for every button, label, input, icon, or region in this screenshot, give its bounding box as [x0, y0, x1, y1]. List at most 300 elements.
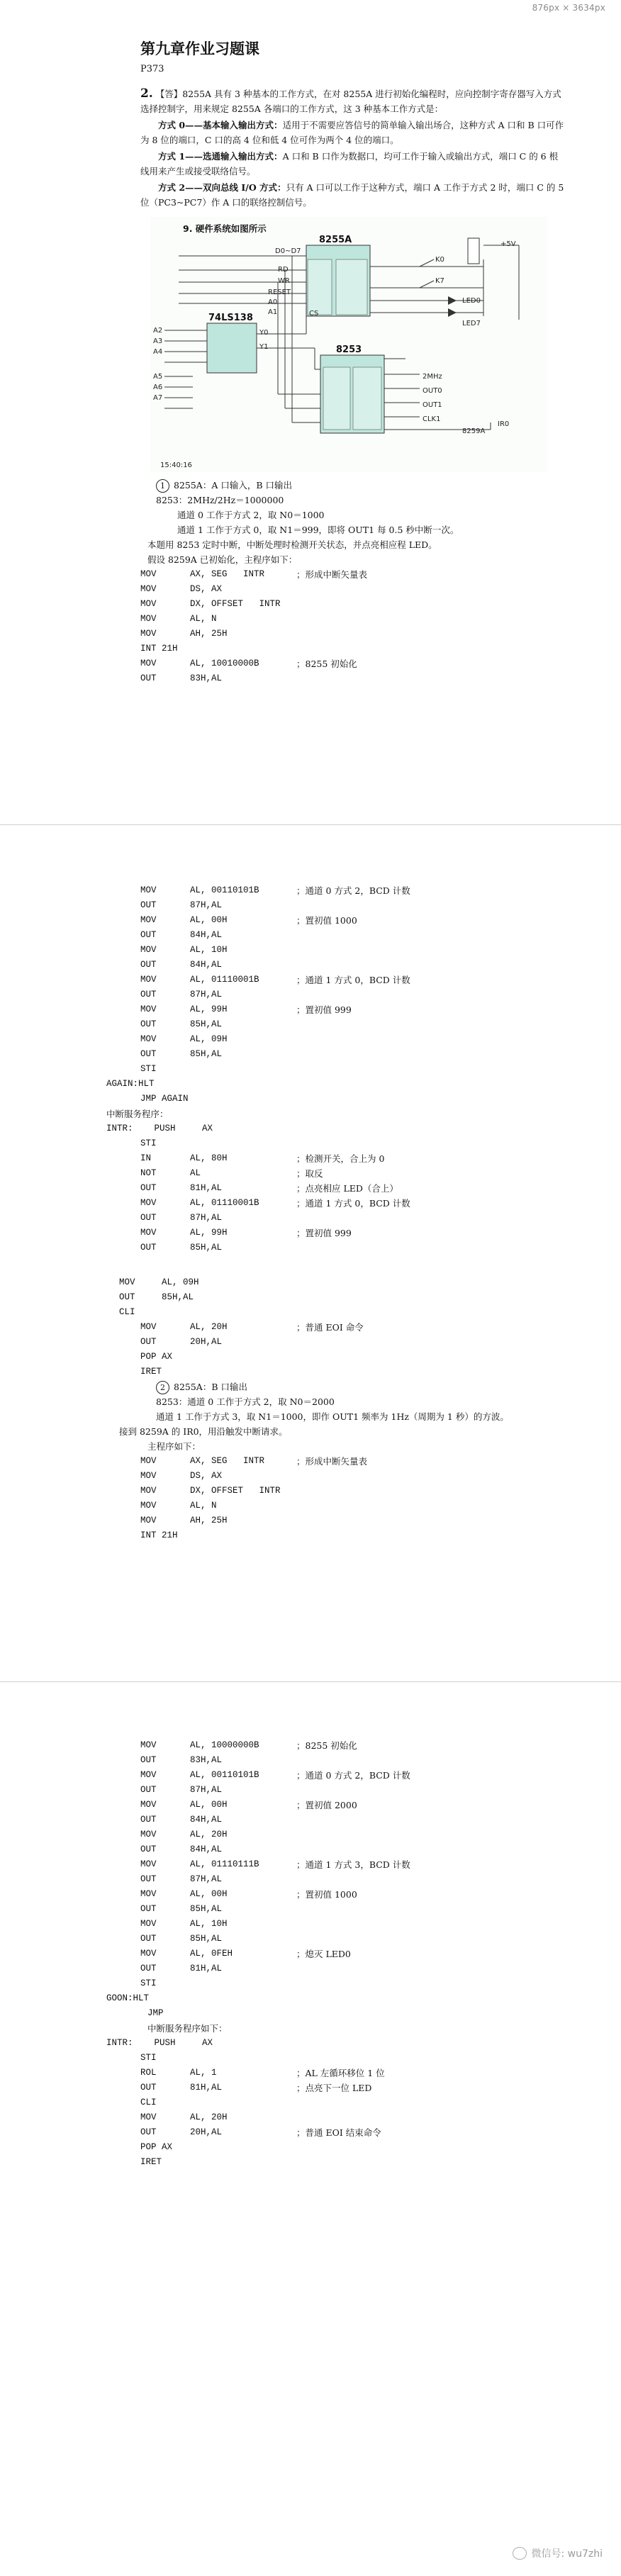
- code-operand: 84H,AL: [190, 1815, 223, 1825]
- code-opcode: MOV: [140, 599, 157, 609]
- code-operand: AL, 00110101B: [190, 1770, 259, 1780]
- code-operand: [190, 1136, 296, 1151]
- code-line: [140, 1454, 566, 1469]
- code-opcode: MOV: [140, 1770, 157, 1780]
- label-a4: A4: [153, 348, 163, 356]
- code-opcode: MOV: [140, 569, 157, 579]
- code-line: [140, 1499, 566, 1513]
- solution-1-line: 8253：2MHz/2Hz＝1000000: [156, 495, 284, 505]
- code-line: [140, 2155, 566, 2170]
- code-line: [140, 1002, 566, 1017]
- label-y1: Y1: [259, 343, 269, 351]
- code-line: [140, 1365, 566, 1379]
- solution-2: [119, 1379, 566, 1454]
- code-operand: AL, 99H: [190, 1004, 228, 1014]
- code-operand: DS, AX: [190, 1471, 223, 1481]
- code-line: [140, 2066, 566, 2081]
- page-1: [140, 41, 566, 686]
- code-line: [140, 913, 566, 928]
- code-line: [140, 2051, 566, 2066]
- code-opcode: MOV: [140, 1800, 157, 1810]
- mode-0-paragraph: [140, 118, 566, 147]
- code-operand: AL, 10000000B: [190, 1740, 259, 1750]
- code-opcode: MOV: [140, 1516, 157, 1525]
- code-opcode: OUT: [140, 2083, 157, 2093]
- code-operand: 87H,AL: [190, 990, 223, 999]
- code-line: [140, 958, 566, 973]
- wechat-icon: [513, 2547, 527, 2560]
- label-d0-d7: D0~D7: [275, 247, 301, 255]
- code-line: [140, 1226, 566, 1241]
- code-operand: AL, N: [190, 614, 217, 624]
- code-operand: [190, 1976, 296, 1991]
- answer-intro: [140, 86, 566, 116]
- code-comment: ；形成中断矢量表: [296, 1456, 368, 1467]
- watermark-text: 微信号: wu7zhi: [531, 2548, 603, 2560]
- code-operand: 81H,AL: [190, 1964, 223, 1973]
- code-comment: ；点亮下一位 LED: [296, 2083, 372, 2093]
- code-line: [140, 1196, 566, 1211]
- code-opcode: OUT: [140, 1815, 157, 1825]
- image-dimensions-label: 876px × 3634px: [532, 3, 605, 13]
- code-line: [140, 987, 566, 1002]
- intr-push: INTR: PUSH AX: [106, 1124, 213, 1133]
- code-line: [140, 1827, 566, 1842]
- code-operand: AL, 09H: [190, 1034, 228, 1044]
- code-line: [140, 1241, 566, 1255]
- code-opcode: STI: [140, 1138, 157, 1148]
- code-operand: AL, 10H: [190, 1919, 228, 1929]
- intro-text: 【答】8255A 具有 3 种基本的工作方式，在对 8255A 进行初始化编程时，应向控制字寄存器写入方式选择控制字，用来规定 8255A 各端口的工作方式，这 3 种基本工作方式是：: [140, 89, 561, 114]
- code-block-2: [140, 883, 566, 1077]
- code-line: [140, 1484, 566, 1499]
- code-comment: ；8255 初始化: [296, 659, 357, 669]
- code-opcode: MOV: [140, 1456, 157, 1466]
- code-operand: 85H,AL: [190, 1243, 223, 1253]
- code-opcode: MOV: [140, 629, 157, 639]
- led0-label: LED0: [462, 297, 481, 305]
- code-operand: [190, 1062, 296, 1077]
- label-out0: OUT0: [423, 387, 442, 395]
- code-operand: AL, 20H: [190, 1322, 228, 1332]
- solution-2-line: 通道 1 工作于方式 3，取 N1＝1000，即作 OUT1 频率为 1Hz（周期为 1 秒）的方波。: [156, 1411, 509, 1422]
- code-comment: ；置初值 2000: [296, 1800, 357, 1810]
- code-comment: ；点亮相应 LED（合上）: [296, 1183, 398, 1194]
- code-comment: ；置初值 999: [296, 1228, 352, 1238]
- code-operand: 87H,AL: [190, 1874, 223, 1884]
- code-operand: 85H,AL: [190, 1019, 223, 1029]
- code-opcode: OUT: [140, 1785, 157, 1795]
- code-operand: 81H,AL: [190, 1183, 223, 1193]
- code-comment: ；置初值 1000: [296, 915, 357, 926]
- code-line: [140, 1768, 566, 1783]
- code-block-1: [140, 567, 566, 686]
- mode-2-text: 只有 A 口可以工作于这种方式，端口 A 工作于方式 2 时，端口 C 的 5 位（PC3~PC7）作 A 口的联络控制信号。: [140, 182, 564, 208]
- code-opcode: OUT: [140, 1337, 157, 1347]
- code-line: [140, 1887, 566, 1902]
- label-k0: K0: [435, 256, 444, 264]
- solution-2-line: 主程序如下：: [147, 1441, 201, 1452]
- code-opcode: MOV: [140, 1501, 157, 1511]
- code-opcode: MOV: [140, 1004, 157, 1014]
- code-opcode: IRET: [140, 1367, 162, 1377]
- page-2: [106, 883, 566, 1543]
- code-line: [140, 1320, 566, 1335]
- code-comment: ；形成中断矢量表: [296, 569, 368, 580]
- code-operand: AL, 00110101B: [190, 885, 259, 895]
- code-operand: DX, OFFSET INTR: [190, 1486, 281, 1496]
- code-opcode: MOV: [140, 1322, 157, 1332]
- code-comment: ；普通 EOI 结束命令: [296, 2127, 381, 2138]
- code-opcode: OUT: [140, 1243, 157, 1253]
- label-ir0: IR0: [498, 420, 510, 428]
- code-operand: 84H,AL: [190, 930, 223, 940]
- code-line: [140, 2125, 566, 2140]
- code-line: [140, 1813, 566, 1827]
- code-block-4: [119, 1275, 566, 1320]
- code-opcode: ROL: [140, 2068, 157, 2078]
- solution-1-number: 1: [156, 479, 169, 493]
- label-2mhz: 2MHz: [423, 373, 442, 381]
- label-a3: A3: [153, 337, 163, 345]
- code-opcode: MOV: [140, 1949, 157, 1959]
- label-a5: A5: [153, 373, 163, 381]
- code-comment: ；AL 左循环移位 1 位: [296, 2068, 385, 2078]
- code-comment: ；通道 0 方式 2，BCD 计数: [296, 885, 410, 896]
- code-opcode: MOV: [140, 1198, 157, 1208]
- page-divider: [0, 824, 621, 825]
- label-clk1: CLK1: [423, 415, 441, 423]
- code-opcode: MOV: [140, 1740, 157, 1750]
- code-line: [140, 973, 566, 987]
- program-labels-2: [106, 1991, 566, 2051]
- code-line: [140, 642, 566, 656]
- code-operand: AL, 01110001B: [190, 1198, 259, 1208]
- label-cs: CS: [309, 310, 319, 318]
- code-line: [140, 2110, 566, 2125]
- mode-0-heading: 方式 0——基本输入输出方式：: [158, 120, 283, 130]
- code-line: CLI: [119, 1307, 135, 1317]
- code-operand: AL, 00H: [190, 1889, 228, 1899]
- code-opcode: OUT: [140, 673, 157, 683]
- code-block-8: [140, 2051, 566, 2170]
- code-opcode: OUT: [140, 1755, 157, 1765]
- code-opcode: MOV: [140, 885, 157, 895]
- page-3: [106, 1738, 566, 2170]
- code-line: [140, 1513, 566, 1528]
- label-5v: +5V: [500, 240, 516, 248]
- code-operand: AL, 0FEH: [190, 1949, 233, 1959]
- code-line: [140, 1136, 566, 1151]
- code-opcode: OUT: [140, 990, 157, 999]
- code-comment: ；通道 1 方式 0，BCD 计数: [296, 975, 410, 985]
- code-line: [140, 1738, 566, 1753]
- code-operand: AH, 25H: [190, 1516, 228, 1525]
- label-wr: WR: [278, 277, 290, 285]
- label-8259a: 8259A: [462, 427, 486, 435]
- code-line: [140, 612, 566, 627]
- code-line: [140, 2140, 566, 2155]
- code-operand: 87H,AL: [190, 1785, 223, 1795]
- code-opcode: MOV: [140, 659, 157, 668]
- solution-2-line: 8253：通道 0 工作于方式 2，取 N0＝2000: [156, 1396, 335, 1407]
- code-opcode: OUT: [140, 1183, 157, 1193]
- code-line: [140, 928, 566, 943]
- label-a7: A7: [153, 394, 163, 402]
- code-operand: [190, 2095, 296, 2110]
- code-line: [140, 2081, 566, 2095]
- code-operand: 81H,AL: [190, 2083, 223, 2093]
- label-a6: A6: [153, 383, 163, 391]
- code-line: [140, 1047, 566, 1062]
- code-operand: [190, 1350, 296, 1365]
- code-opcode: OUT: [140, 1019, 157, 1029]
- code-comment: ；置初值 999: [296, 1004, 352, 1015]
- solution-1-line: 通道 0 工作于方式 2，取 N0＝1000: [177, 510, 325, 520]
- code-line: [140, 671, 566, 686]
- code-opcode: OUT: [140, 1049, 157, 1059]
- code-opcode: POP AX: [140, 2142, 173, 2152]
- diagram-timestamp: 15:40:16: [160, 461, 192, 469]
- code-opcode: MOV: [140, 584, 157, 594]
- code-opcode: IN: [140, 1153, 152, 1163]
- code-line: [140, 1932, 566, 1947]
- mode-1-paragraph: [140, 149, 566, 179]
- label-a1: A1: [268, 308, 278, 316]
- intr-push-2: INTR: PUSH AX: [106, 2038, 213, 2048]
- watermark: [513, 2546, 603, 2560]
- isr-title-2: 中断服务程序如下：: [147, 2023, 228, 2034]
- chip-8255a-label: 8255A: [319, 235, 352, 245]
- code-line: [140, 883, 566, 898]
- code-operand: AL, 00H: [190, 915, 228, 925]
- code-line: [140, 567, 566, 582]
- code-opcode: IRET: [140, 2157, 162, 2167]
- code-opcode: OUT: [140, 1964, 157, 1973]
- label-y0: Y0: [259, 329, 269, 337]
- jmp-again: JMP AGAIN: [140, 1094, 189, 1104]
- code-line: [140, 1469, 566, 1484]
- code-opcode: MOV: [140, 1859, 157, 1869]
- code-opcode: MOV: [140, 2112, 157, 2122]
- code-opcode: MOV: [140, 1889, 157, 1899]
- code-line: [140, 1947, 566, 1961]
- code-line: [140, 1842, 566, 1857]
- code-opcode: OUT: [140, 1844, 157, 1854]
- code-line: [140, 1961, 566, 1976]
- code-line: [140, 1976, 566, 1991]
- code-line: [140, 943, 566, 958]
- code-opcode: STI: [140, 1978, 157, 1988]
- code-comment: ；检测开关，合上为 0: [296, 1153, 385, 1164]
- code-opcode: OUT: [140, 1904, 157, 1914]
- code-line: [140, 1528, 566, 1543]
- solution-2-number: 2: [156, 1381, 169, 1394]
- code-line: [140, 898, 566, 913]
- code-operand: AH, 25H: [190, 629, 228, 639]
- code-comment: ；8255 初始化: [296, 1740, 357, 1751]
- code-operand: [190, 642, 296, 656]
- code-operand: [190, 1365, 296, 1379]
- code-comment: ；通道 0 方式 2，BCD 计数: [296, 1770, 410, 1781]
- code-comment: ；熄灭 LED0: [296, 1949, 351, 1959]
- label-rd: RD: [278, 266, 289, 274]
- code-operand: 84H,AL: [190, 1844, 223, 1854]
- code-opcode: OUT: [140, 960, 157, 970]
- code-opcode: OUT: [140, 1213, 157, 1223]
- mode-2-paragraph: [140, 180, 566, 210]
- chip-74ls138-label: 74LS138: [208, 313, 253, 323]
- mode-0-text: 适用于不需要应答信号的简单输入输出场合，这种方式 A 口和 B 口可作为 8 位的端口，C 口的高 4 位和低 4 位可作为两个 4 位的端口。: [140, 120, 564, 145]
- program-labels: [106, 1077, 566, 1136]
- code-block-6: [140, 1454, 566, 1543]
- code-opcode: MOV: [140, 1830, 157, 1839]
- code-opcode: POP AX: [140, 1352, 173, 1362]
- diagram-title: 9. 硬件系统如图所示: [183, 223, 267, 234]
- code-operand: AL: [190, 1168, 201, 1178]
- code-operand: AL, 1: [190, 2068, 217, 2078]
- code-opcode: MOV: [140, 915, 157, 925]
- code-opcode: INT 21H: [140, 1530, 178, 1540]
- code-operand: AL, 01110111B: [190, 1859, 259, 1869]
- solution-1-line: 假设 8259A 已初始化，主程序如下：: [147, 554, 298, 565]
- code-opcode: MOV: [140, 1471, 157, 1481]
- code-opcode: CLI: [140, 2098, 157, 2107]
- code-operand: AL, 10010000B: [190, 659, 259, 668]
- code-opcode: MOV: [140, 1486, 157, 1496]
- code-opcode: MOV: [140, 975, 157, 985]
- code-opcode: MOV: [140, 1228, 157, 1238]
- goon-label: GOON:HLT: [106, 1993, 150, 2003]
- code-opcode: MOV: [140, 945, 157, 955]
- code-opcode: INT 21H: [140, 644, 178, 654]
- code-operand: 20H,AL: [190, 1337, 223, 1347]
- code-operand: AX, SEG INTR: [190, 569, 265, 579]
- isr-title: 中断服务程序：: [106, 1109, 169, 1119]
- code-operand: 83H,AL: [190, 1755, 223, 1765]
- code-line: [140, 2095, 566, 2110]
- code-comment: ；通道 1 方式 0，BCD 计数: [296, 1198, 410, 1209]
- code-opcode: MOV: [140, 1919, 157, 1929]
- code-line: [140, 656, 566, 671]
- code-operand: 83H,AL: [190, 673, 223, 683]
- code-line: [140, 1017, 566, 1032]
- code-opcode: OUT: [140, 1934, 157, 1944]
- code-opcode: STI: [140, 2053, 157, 2063]
- page-title: 第九章作业习题课: [140, 40, 259, 57]
- code-operand: AL, 80H: [190, 1153, 228, 1163]
- code-comment: ；置初值 1000: [296, 1889, 357, 1900]
- mode-1-heading: 方式 1——选通输入输出方式：: [158, 151, 283, 162]
- mode-1-text: A 口和 B 口作为数据口，均可工作于输入或输出方式，端口 C 的 6 根线用来产生或接受联络信号。: [140, 151, 559, 177]
- solution-1: [140, 478, 566, 567]
- code-operand: AL, 01110001B: [190, 975, 259, 985]
- code-opcode: OUT: [140, 2127, 157, 2137]
- code-opcode: NOT: [140, 1168, 157, 1178]
- code-line: [140, 1166, 566, 1181]
- solution-1-line: 本题用 8253 定时中断，中断处理时检测开关状态，并点亮相应程 LED。: [147, 539, 437, 550]
- again-label: AGAIN:HLT: [106, 1079, 155, 1089]
- code-line: [140, 1798, 566, 1813]
- code-line: MOV AL, 09H: [119, 1277, 199, 1287]
- code-operand: [190, 2051, 296, 2066]
- code-line: [140, 1211, 566, 1226]
- code-line: [140, 1335, 566, 1350]
- code-line: [140, 1032, 566, 1047]
- code-line: [140, 1857, 566, 1872]
- label-a2: A2: [153, 327, 163, 335]
- code-block-3: [140, 1136, 566, 1255]
- code-line: [140, 1350, 566, 1365]
- code-operand: 84H,AL: [190, 960, 223, 970]
- code-line: [140, 1181, 566, 1196]
- code-opcode: OUT: [140, 1874, 157, 1884]
- code-operand: 20H,AL: [190, 2127, 223, 2137]
- mode-2-heading: 方式 2——双向总线 I/O 方式：: [158, 182, 286, 193]
- code-line: [140, 582, 566, 597]
- code-operand: [190, 2140, 296, 2155]
- code-line: [140, 1783, 566, 1798]
- solution-2-line: 接到 8259A 的 IR0，用沿触发中断请求。: [119, 1426, 288, 1437]
- code-line: [140, 1872, 566, 1887]
- code-comment: ；取反: [296, 1168, 323, 1179]
- code-operand: AL, N: [190, 1501, 217, 1511]
- code-line: [140, 1753, 566, 1768]
- code-comment: ；普通 EOI 命令: [296, 1322, 364, 1333]
- jmp-goon: JMP: [147, 2008, 164, 2018]
- page-divider: [0, 1681, 621, 1682]
- code-operand: AL, 20H: [190, 2112, 228, 2122]
- code-operand: DS, AX: [190, 584, 223, 594]
- code-operand: [190, 2155, 296, 2170]
- code-operand: 85H,AL: [190, 1049, 223, 1059]
- solution-1-line: 通道 1 工作于方式 0，取 N1＝999，即将 OUT1 每 0.5 秒中断一次。: [177, 525, 459, 535]
- label-k7: K7: [435, 277, 444, 285]
- code-operand: 87H,AL: [190, 900, 223, 910]
- code-comment: ；通道 1 方式 3，BCD 计数: [296, 1859, 410, 1870]
- page-reference: P373: [140, 64, 164, 74]
- code-line: [140, 1917, 566, 1932]
- code-opcode: OUT: [140, 930, 157, 940]
- code-opcode: MOV: [140, 1034, 157, 1044]
- code-line: [140, 1062, 566, 1077]
- code-operand: 85H,AL: [190, 1934, 223, 1944]
- solution-1-text: 8255A：A 口输入，B 口输出: [174, 480, 292, 491]
- code-line: [140, 597, 566, 612]
- solution-1-line: [140, 478, 566, 493]
- hardware-diagram: [150, 217, 547, 472]
- code-block-7: [140, 1738, 566, 1991]
- code-opcode: OUT: [140, 900, 157, 910]
- code-operand: AL, 99H: [190, 1228, 228, 1238]
- code-opcode: MOV: [140, 614, 157, 624]
- solution-2-line: [140, 1379, 566, 1394]
- solution-2-text: 8255A：B 口输出: [174, 1382, 247, 1392]
- chip-8253-label: 8253: [336, 345, 362, 355]
- label-a0: A0: [268, 298, 278, 306]
- label-out1: OUT1: [423, 401, 442, 409]
- code-line: [140, 1902, 566, 1917]
- code-operand: [190, 1528, 296, 1543]
- code-opcode: STI: [140, 1064, 157, 1074]
- code-block-5: [140, 1320, 566, 1379]
- code-line: OUT 85H,AL: [119, 1292, 194, 1302]
- label-reset: RESET: [268, 289, 291, 296]
- code-operand: DX, OFFSET INTR: [190, 599, 281, 609]
- code-operand: AL, 10H: [190, 945, 228, 955]
- code-operand: AL, 20H: [190, 1830, 228, 1839]
- code-operand: 85H,AL: [190, 1904, 223, 1914]
